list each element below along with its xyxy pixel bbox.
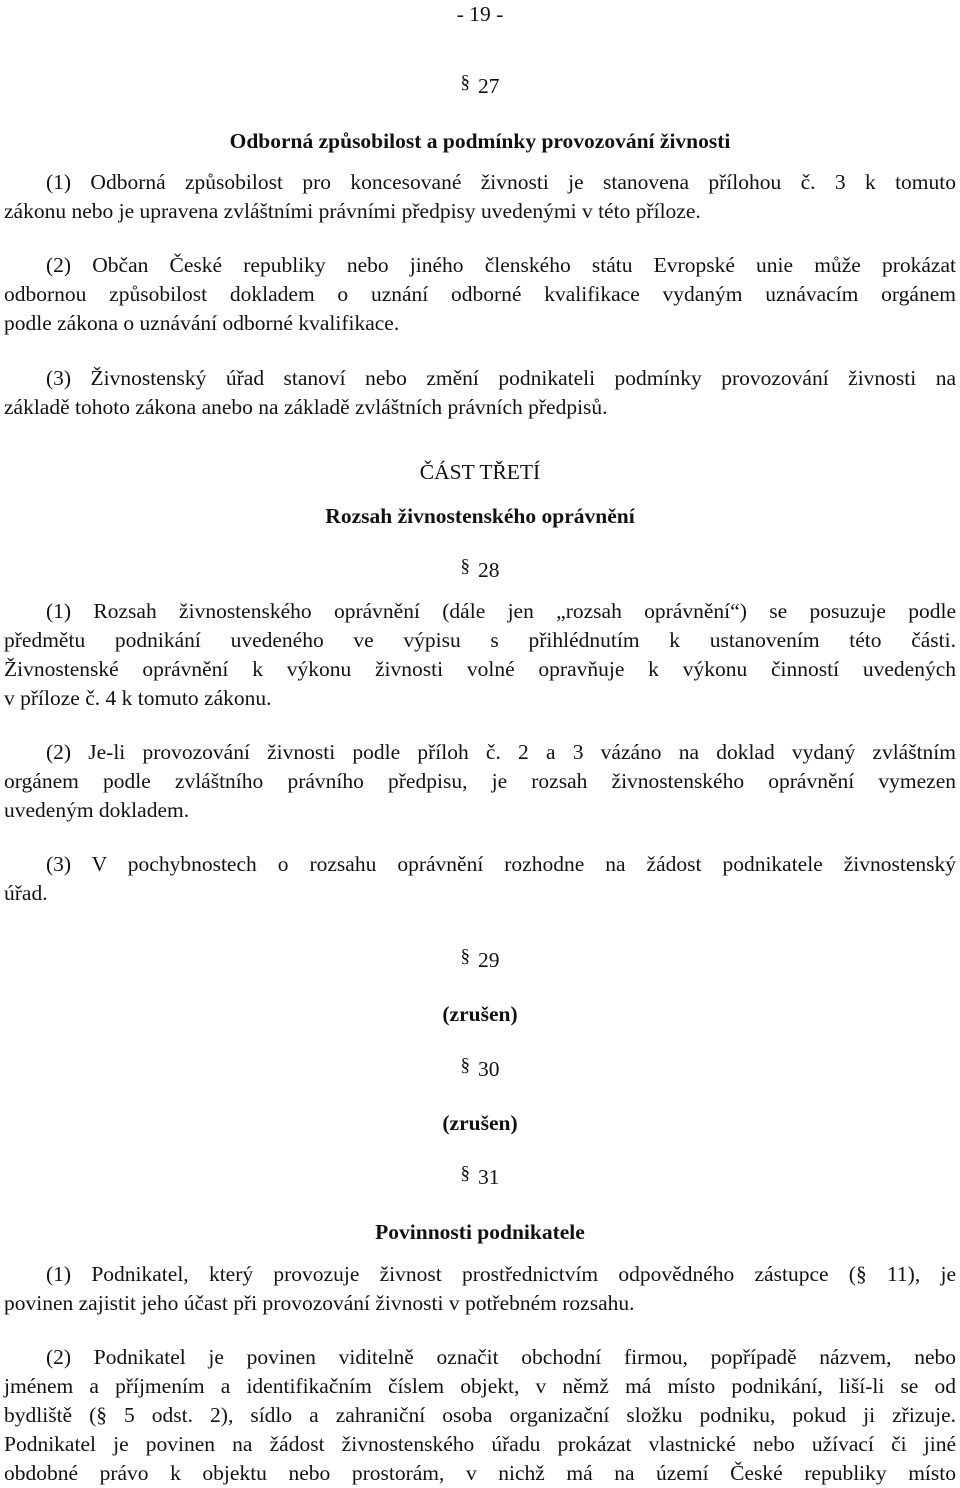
part-heading: Rozsah živnostenského oprávnění [325,504,635,528]
section-30-status: (zrušen) [442,1111,518,1135]
part-title: ČÁST TŘETÍ [419,460,541,484]
s31-p2-line1: (2) Podnikatel je povinen viditelně označit obchodní firmou, popřípadě názvem, nebo [46,1345,956,1369]
section-sign: § [460,556,470,577]
s28-p1-line1: (1) Rozsah živnostenského oprávnění (dále jen „rozsah oprávnění“) se posuzuje podle [46,599,956,623]
section-28-number [0,556,960,586]
section-sign: § [460,1055,470,1076]
page-number: - 19 - [456,2,504,26]
section-sign: § [460,1163,470,1184]
s28-p1-line2: předmětu podnikání uvedeného ve výpisu s přihlédnutím k ustanovením této části. [4,628,956,652]
s27-p1-line2: zákonu nebo je upravena zvláštními právními předpisy uvedenými v této příloze. [4,199,701,223]
s28-p2-line3: uvedeným dokladem. [4,798,190,822]
s27-p3-line2: základě tohoto zákona anebo na základě zvláštních právních předpisů. [4,395,608,419]
s28-p1-line3: Živnostenské oprávnění k výkonu živnosti volné opravňuje k výkonu činností uvedených [4,657,956,681]
section-30-number [0,1055,960,1085]
s31-p2-line5: obdobné právo k objektu nebo prostorám, v nichž má na území České republiky místo [4,1461,956,1485]
section-27-heading: Odborná způsobilost a podmínky provozování živnosti [229,129,731,153]
s27-p2-line1: (2) Občan České republiky nebo jiného členského státu Evropské unie může prokázat [46,253,956,277]
s28-p3-line1: (3) V pochybnostech o rozsahu oprávnění rozhodne na žádost podnikatele živnostenský [46,852,956,876]
s28-p2-line1: (2) Je-li provozování živnosti podle příloh č. 2 a 3 vázáno na doklad vydaný zvláštním [46,740,956,764]
s27-p3-line1: (3) Živnostenský úřad stanoví nebo změní podnikateli podmínky provozování živnosti na [46,366,956,390]
section-29-number [0,946,960,976]
section-31-heading: Povinnosti podnikatele [375,1220,585,1244]
section-29-status: (zrušen) [442,1002,518,1026]
section-27-number [0,72,960,102]
section-number: 28 [478,558,500,582]
s31-p1-line2: povinen zajistit jeho účast při provozování živnosti v potřebném rozsahu. [4,1291,635,1315]
s28-p2-line2: orgánem podle zvláštního právního předpisu, je rozsah živnostenského oprávnění vymezen [4,769,956,793]
section-sign: § [460,72,470,93]
section-sign: § [460,946,470,967]
section-number: 27 [478,74,500,98]
s31-p2-line4: Podnikatel je povinen na žádost živnostenského úřadu prokázat vlastnické nebo užívací či jiné [4,1432,956,1456]
s31-p2-line3: bydliště (§ 5 odst. 2), sídlo a zahraniční osoba organizační složku podniku, pokud ji zřizuje. [4,1403,956,1427]
section-31-number [0,1163,960,1193]
section-number: 29 [478,948,500,972]
s27-p2-line2: odbornou způsobilost dokladem o uznání odborné kvalifikace vydaným uznávacím orgánem [4,282,956,306]
section-number: 31 [478,1165,500,1189]
s27-p1-line1: (1) Odborná způsobilost pro koncesované živnosti je stanovena přílohou č. 3 k tomuto [46,170,956,194]
s31-p2-line2: jménem a příjmením a identifikačním číslem objekt, v němž má místo podnikání, liší-li se od [4,1374,956,1398]
s28-p3-line2: úřad. [4,881,48,905]
s27-p2-line3: podle zákona o uznávání odborné kvalifikace. [4,311,400,335]
section-number: 30 [478,1057,500,1081]
s28-p1-line4: v příloze č. 4 k tomuto zákonu. [4,686,272,710]
s31-p1-line1: (1) Podnikatel, který provozuje živnost prostřednictvím odpovědného zástupce (§ 11), je [46,1262,956,1286]
